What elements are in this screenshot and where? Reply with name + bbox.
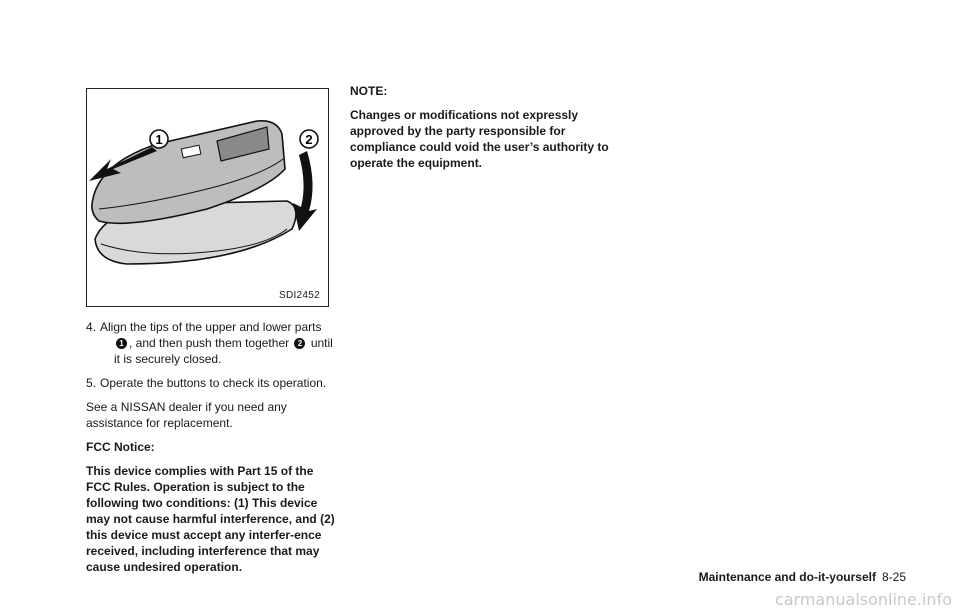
callout-1-label: 1 (155, 132, 163, 147)
step-4-text-c: until it is securely closed. (114, 336, 333, 366)
page-number: 8-25 (881, 570, 906, 584)
left-column (86, 319, 340, 583)
step-4 (86, 319, 340, 367)
step-5-number: 5. (86, 376, 97, 390)
step-4-continuation (100, 335, 340, 367)
step-4-text-a: Align the tips of the upper and lower parts (100, 320, 322, 334)
figure-code: SDI2452 (278, 290, 320, 301)
marker-1-icon: 1 (116, 338, 127, 349)
fcc-body: This device complies with Part 15 of the FCC Rules. Operation is subject to the following two conditions: (1) This device may not cause harmful interference, and (2) this device must accept any interfer-ence received, including interference that may cause undesired operation. (86, 464, 335, 574)
step-5 (86, 375, 340, 391)
step-4-text-b: , and then push them together (129, 336, 290, 350)
callout-2-label: 2 (305, 132, 313, 147)
page-footer (699, 569, 906, 585)
footer-section-title: Maintenance and do-it-yourself (698, 570, 876, 584)
key-fob-drawing (87, 89, 328, 306)
right-column (350, 83, 620, 179)
step-5-text: Operate the buttons to check its operation. (100, 376, 327, 390)
watermark: carmanualsonline.info (774, 590, 952, 609)
step-4-number: 4. (86, 320, 97, 334)
assistance-text: See a NISSAN dealer if you need any assistance for replacement. (86, 400, 287, 430)
marker-2-icon: 2 (294, 338, 305, 349)
fcc-heading: FCC Notice: (86, 440, 155, 454)
note-body: Changes or modifications not expressly approved by the party responsible for compliance could void the user’s authority to operate the equipment. (350, 108, 609, 170)
note-heading: NOTE: (350, 84, 388, 98)
key-fob-illustration (86, 88, 329, 307)
